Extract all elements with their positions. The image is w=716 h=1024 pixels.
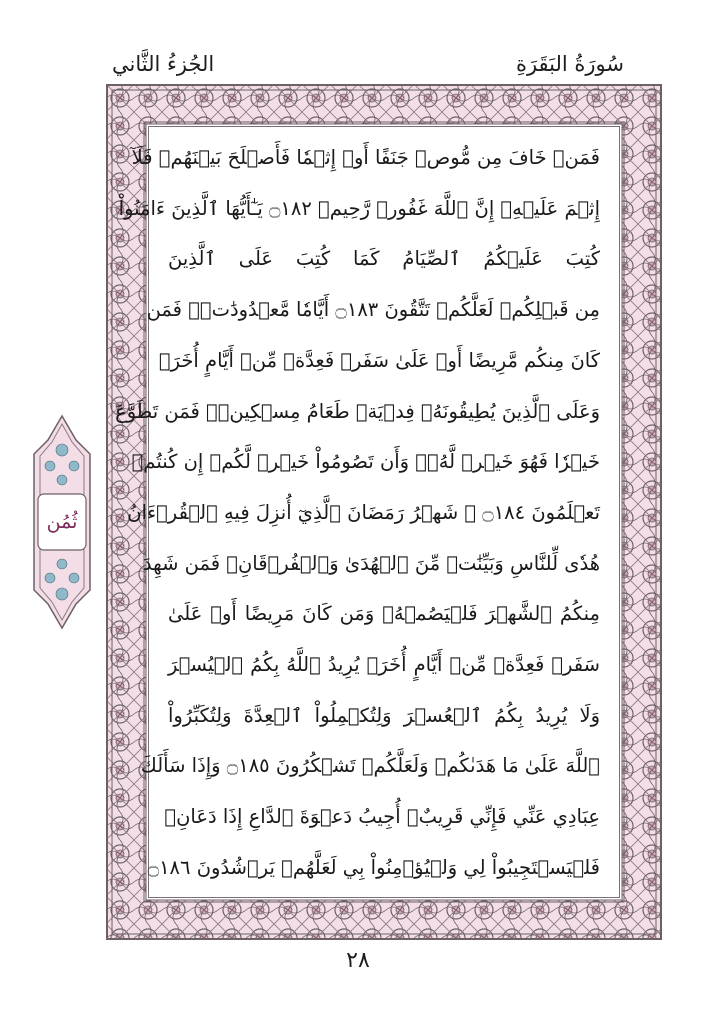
text-line: تَعۡلَمُونَ ۝١٨٤ ۞ شَهۡرُ رَمَضَانَ ٱلَّذِيٓ أُنزِلَ فِيهِ ٱلۡقُرۡءَانُ: [127, 500, 600, 524]
juz-header: الجُزءُ الثَّاني: [112, 52, 215, 76]
text-line: فَمَنۡ خَافَ مِن مُّوصٖ جَنَفًا أَوۡ إِثۡمٗا فَأَصۡلَحَ بَيۡنَهُمۡ فَلَآ: [131, 146, 600, 169]
text-line: مِنكُمُ ٱلشَّهۡرَ فَلۡيَصُمۡهُۖ وَمَن كَانَ مَرِيضًا أَوۡ عَلَىٰ: [168, 602, 600, 626]
surah-header: سُورَةُ البَقَرَةِ: [515, 52, 624, 76]
page-number: ٢٨: [346, 948, 370, 973]
text-line: مِن قَبۡلِكُمۡ لَعَلَّكُمۡ تَتَّقُونَ ۝١٨٣ أَيَّامٗا مَّعۡدُودَٰتٖۚ فَمَن: [146, 298, 600, 322]
text-line: سَفَرٖ فَعِدَّةٞ مِّنۡ أَيَّامٍ أُخَرَۗ يُرِيدُ ٱللَّهُ بِكُمُ ٱلۡيُسۡرَ: [168, 653, 600, 677]
text-line: وَعَلَى ٱلَّذِينَ يُطِيقُونَهُۥ فِدۡيَةٞ طَعَامُ مِسۡكِينٖۖ فَمَن تَطَوَّعَ: [115, 399, 600, 423]
quran-text-block: [115, 132, 616, 896]
thumun-marker-label: ثُمُن: [46, 511, 78, 533]
text-line: كَانَ مِنكُم مَّرِيضًا أَوۡ عَلَىٰ سَفَرٖ فَعِدَّةٞ مِّنۡ أَيَّامٍ أُخَرَۚ: [158, 348, 600, 372]
text-line: خَيۡرٗا فَهُوَ خَيۡرٞ لَّهُۥۚ وَأَن تَصُومُواْ خَيۡرٞ لَّكُمۡ إِن كُنتُمۡ: [131, 450, 600, 474]
text-line: فَلۡيَسۡتَجِيبُواْ لِي وَلۡيُؤۡمِنُواْ بِي لَعَلَّهُمۡ يَرۡشُدُونَ ۝١٨٦: [147, 855, 600, 879]
text-line: ٱللَّهَ عَلَىٰ مَا هَدَىٰكُمۡ وَلَعَلَّكُمۡ تَشۡكُرُونَ ۝١٨٥ وَإِذَا سَأَلَكَ: [140, 754, 600, 778]
text-line: هُدٗى لِّلنَّاسِ وَبَيِّنَٰتٖ مِّنَ ٱلۡهُدَىٰ وَٱلۡفُرۡقَانِۚ فَمَن شَهِدَ: [142, 551, 600, 575]
text-line: عِبَادِي عَنِّي فَإِنِّي قَرِيبٌۖ أُجِيبُ دَعۡوَةَ ٱلدَّاعِ إِذَا دَعَانِۖ: [164, 805, 600, 829]
text-line: إِثۡمَ عَلَيۡهِۚ إِنَّ ٱللَّهَ غَفُورٞ رَّحِيمٞ ۝١٨٢ يَـٰٓأَيُّهَا ٱلَّذِينَ ءَامَنُواْ: [118, 196, 600, 220]
text-line: وَلَا يُرِيدُ بِكُمُ ٱلۡعُسۡرَ وَلِتُكۡمِلُواْ ٱلۡعِدَّةَ وَلِتُكَبِّرُواْ: [168, 703, 600, 727]
text-line: كُتِبَ عَلَيۡكُمُ ٱلصِّيَامُ كَمَا كُتِبَ عَلَى ٱلَّذِينَ: [168, 247, 600, 271]
